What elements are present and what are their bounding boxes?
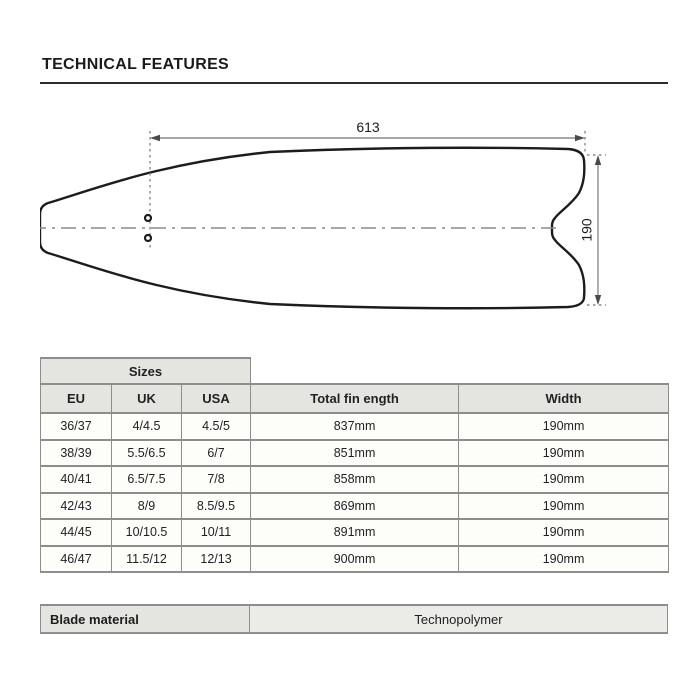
sizes-group-row xyxy=(41,358,669,384)
col-header-usa: USA xyxy=(182,384,251,413)
cell-length: 900mm xyxy=(251,546,459,573)
cell-eu: 44/45 xyxy=(41,519,112,546)
cell-usa: 4.5/5 xyxy=(182,413,251,440)
table-row xyxy=(41,440,669,467)
cell-eu: 42/43 xyxy=(41,493,112,520)
width-arrow-top-icon xyxy=(595,155,601,165)
width-dimension-label: 190 xyxy=(578,218,595,242)
size-table xyxy=(40,357,669,573)
cell-eu: 46/47 xyxy=(41,546,112,573)
col-header-eu: EU xyxy=(41,384,112,413)
table-row xyxy=(41,493,669,520)
cell-uk: 4/4.5 xyxy=(112,413,182,440)
cell-width: 190mm xyxy=(459,546,669,573)
cell-usa: 10/11 xyxy=(182,519,251,546)
cell-usa: 12/13 xyxy=(182,546,251,573)
mounting-hole-bottom xyxy=(145,235,151,241)
length-arrow-left-icon xyxy=(150,135,160,141)
fin-technical-drawing xyxy=(40,105,668,340)
cell-length: 858mm xyxy=(251,466,459,493)
cell-uk: 11.5/12 xyxy=(112,546,182,573)
cell-usa: 8.5/9.5 xyxy=(182,493,251,520)
table-row xyxy=(41,466,669,493)
cell-usa: 7/8 xyxy=(182,466,251,493)
col-header-total-fin-length: Total fin ength xyxy=(251,384,459,413)
cell-uk: 10/10.5 xyxy=(112,519,182,546)
cell-width: 190mm xyxy=(459,466,669,493)
cell-length: 837mm xyxy=(251,413,459,440)
cell-width: 190mm xyxy=(459,413,669,440)
length-arrow-right-icon xyxy=(575,135,585,141)
col-header-uk: UK xyxy=(112,384,182,413)
blade-material-value: Technopolymer xyxy=(250,604,668,634)
page-title: TECHNICAL FEATURES xyxy=(42,56,230,73)
mounting-hole-top xyxy=(145,215,151,221)
table-row xyxy=(41,413,669,440)
cell-width: 190mm xyxy=(459,519,669,546)
title-underline xyxy=(40,82,668,84)
cell-eu: 38/39 xyxy=(41,440,112,467)
length-dimension-label: 613 xyxy=(356,119,380,135)
cell-eu: 36/37 xyxy=(41,413,112,440)
blade-material-row xyxy=(40,604,668,634)
cell-width: 190mm xyxy=(459,493,669,520)
cell-length: 851mm xyxy=(251,440,459,467)
column-header-row xyxy=(41,384,669,413)
width-arrow-bottom-icon xyxy=(595,295,601,305)
table-row xyxy=(41,519,669,546)
cell-length: 891mm xyxy=(251,519,459,546)
cell-width: 190mm xyxy=(459,440,669,467)
cell-length: 869mm xyxy=(251,493,459,520)
sizes-group-spacer xyxy=(251,358,669,384)
cell-eu: 40/41 xyxy=(41,466,112,493)
cell-uk: 5.5/6.5 xyxy=(112,440,182,467)
cell-usa: 6/7 xyxy=(182,440,251,467)
cell-uk: 6.5/7.5 xyxy=(112,466,182,493)
table-row xyxy=(41,546,669,573)
cell-uk: 8/9 xyxy=(112,493,182,520)
blade-material-label: Blade material xyxy=(40,604,250,634)
col-header-width: Width xyxy=(459,384,669,413)
sizes-group-header: Sizes xyxy=(41,358,251,384)
